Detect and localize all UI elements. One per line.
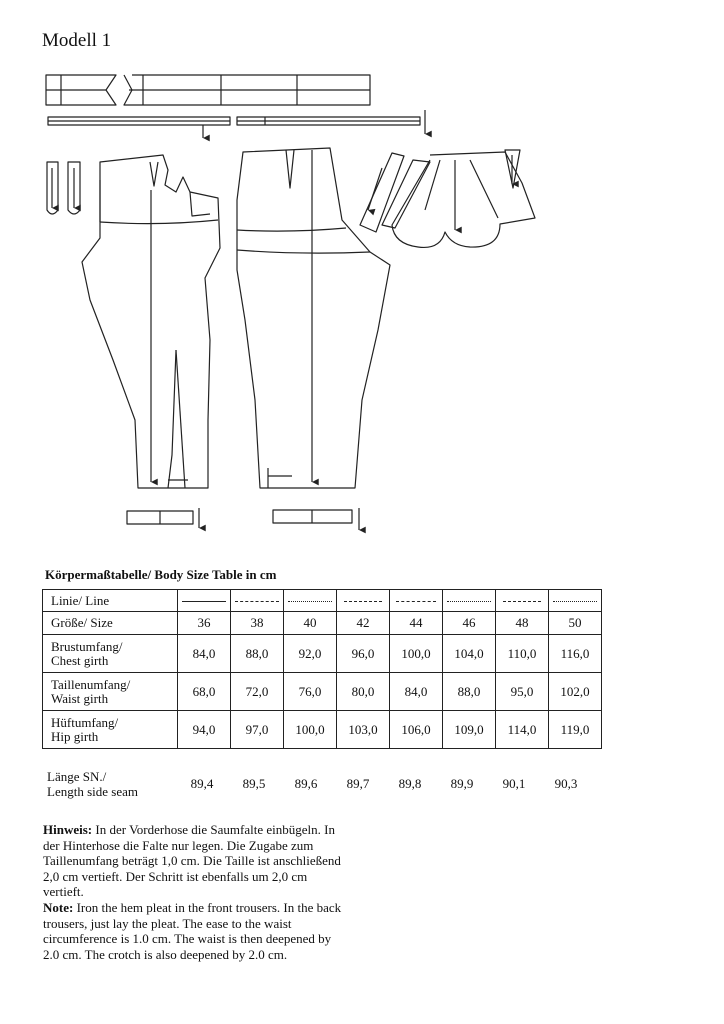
table-cell: 84,0 <box>178 635 231 673</box>
waistband-piece-left <box>46 75 116 105</box>
waist-girth-row <box>43 673 602 711</box>
side-seam-label: Länge SN./ Length side seam <box>47 769 138 799</box>
size-cell: 46 <box>443 612 496 635</box>
hip-girth-row <box>43 711 602 749</box>
size-cell: 44 <box>390 612 443 635</box>
size-cell: 36 <box>178 612 231 635</box>
pattern-diagram <box>0 60 724 540</box>
table-cell: 97,0 <box>231 711 284 749</box>
table-cell: 114,0 <box>496 711 549 749</box>
table-cell: 88,0 <box>443 673 496 711</box>
back-trouser-piece <box>237 148 390 488</box>
size-table-title: Körpermaßtabelle/ Body Size Table in cm <box>45 567 277 582</box>
table-cell: 102,0 <box>549 673 602 711</box>
line-style-long-dash <box>235 601 279 602</box>
line-style-solid <box>182 601 226 602</box>
table-cell: 94,0 <box>178 711 231 749</box>
belt-loop-strip-left <box>48 117 230 138</box>
line-style-fine-dotted <box>553 601 597 602</box>
line-style-dotted <box>288 601 332 602</box>
fly-piece-2 <box>68 162 80 214</box>
table-cell: 89,5 <box>242 776 266 791</box>
table-cell: 95,0 <box>496 673 549 711</box>
table-cell: 90,1 <box>502 776 526 791</box>
table-cell: 100,0 <box>284 711 337 749</box>
size-table <box>42 589 602 749</box>
notes-block <box>43 822 343 962</box>
table-cell: 110,0 <box>496 635 549 673</box>
chest-girth-row <box>43 635 602 673</box>
size-cell: 48 <box>496 612 549 635</box>
line-style-cell <box>443 590 496 612</box>
table-cell: 100,0 <box>390 635 443 673</box>
waist-girth-label: Taillenumfang/ Waist girth <box>43 673 178 711</box>
line-label: Linie/ Line <box>43 590 178 612</box>
table-cell: 80,0 <box>337 673 390 711</box>
pocket-pieces <box>360 150 535 247</box>
page-title: Modell 1 <box>42 30 112 51</box>
table-cell: 88,0 <box>231 635 284 673</box>
table-cell: 72,0 <box>231 673 284 711</box>
table-cell: 103,0 <box>337 711 390 749</box>
table-cell: 89,8 <box>398 776 422 791</box>
line-style-row <box>43 590 602 612</box>
chest-girth-label: Brustumfang/ Chest girth <box>43 635 178 673</box>
table-cell: 104,0 <box>443 635 496 673</box>
line-style-cell <box>496 590 549 612</box>
belt-loop-strip-right <box>237 110 425 134</box>
size-row <box>43 612 602 635</box>
table-cell: 116,0 <box>549 635 602 673</box>
size-cell: 40 <box>284 612 337 635</box>
table-cell: 96,0 <box>337 635 390 673</box>
table-cell: 89,9 <box>450 776 474 791</box>
size-label: Größe/ Size <box>43 612 178 635</box>
front-trouser-piece <box>82 155 220 488</box>
note-paragraph <box>43 900 343 962</box>
note-label: Note: <box>43 899 74 915</box>
line-style-dashed <box>396 601 436 602</box>
line-style-cell <box>337 590 390 612</box>
line-style-dash-dot <box>344 601 382 602</box>
table-cell: 119,0 <box>549 711 602 749</box>
hint-text: In der Vorderhose die Saumfalte einbügeln. In der Hinterhose die Falte nur legen. Die Zugabe zum Taillenumfang beträgt 1,0 cm. Die Taille ist anschließend 2,0 cm vertieft. Der Schritt ist ebenfalls um 2,0 cm vertieft. <box>43 822 341 900</box>
hint-label: Hinweis: <box>43 822 93 837</box>
line-style-dash-dot-dash <box>503 601 541 602</box>
table-cell: 76,0 <box>284 673 337 711</box>
line-style-cell <box>549 590 602 612</box>
table-cell: 89,7 <box>346 776 370 791</box>
size-cell: 42 <box>337 612 390 635</box>
hem-strip-right <box>273 508 359 530</box>
line-style-cell <box>231 590 284 612</box>
table-cell: 68,0 <box>178 673 231 711</box>
table-cell: 90,3 <box>554 776 578 791</box>
line-style-dot-dash <box>447 601 491 602</box>
table-cell: 84,0 <box>390 673 443 711</box>
size-cell: 38 <box>231 612 284 635</box>
note-text: Iron the hem pleat in the front trousers. In the back trousers, just lay the pleat. The ease to the waist circumference is 1.0 cm. The waist is then deepened by 2.0 cm. The crotch is also deepened by 2.0 cm. <box>43 899 342 962</box>
table-cell: 92,0 <box>284 635 337 673</box>
size-cell: 50 <box>549 612 602 635</box>
table-cell: 109,0 <box>443 711 496 749</box>
side-seam-row <box>42 766 592 802</box>
table-cell: 89,6 <box>294 776 318 791</box>
line-style-cell <box>284 590 337 612</box>
waistband-piece-right <box>124 75 370 105</box>
line-style-cell <box>390 590 443 612</box>
hint-paragraph <box>43 822 343 900</box>
side-seam-table <box>42 766 592 802</box>
fly-piece-1 <box>47 162 58 214</box>
hem-strip-left <box>127 508 199 528</box>
table-cell: 106,0 <box>390 711 443 749</box>
hip-girth-label: Hüftumfang/ Hip girth <box>43 711 178 749</box>
line-style-cell <box>178 590 231 612</box>
table-cell: 89,4 <box>190 776 214 791</box>
